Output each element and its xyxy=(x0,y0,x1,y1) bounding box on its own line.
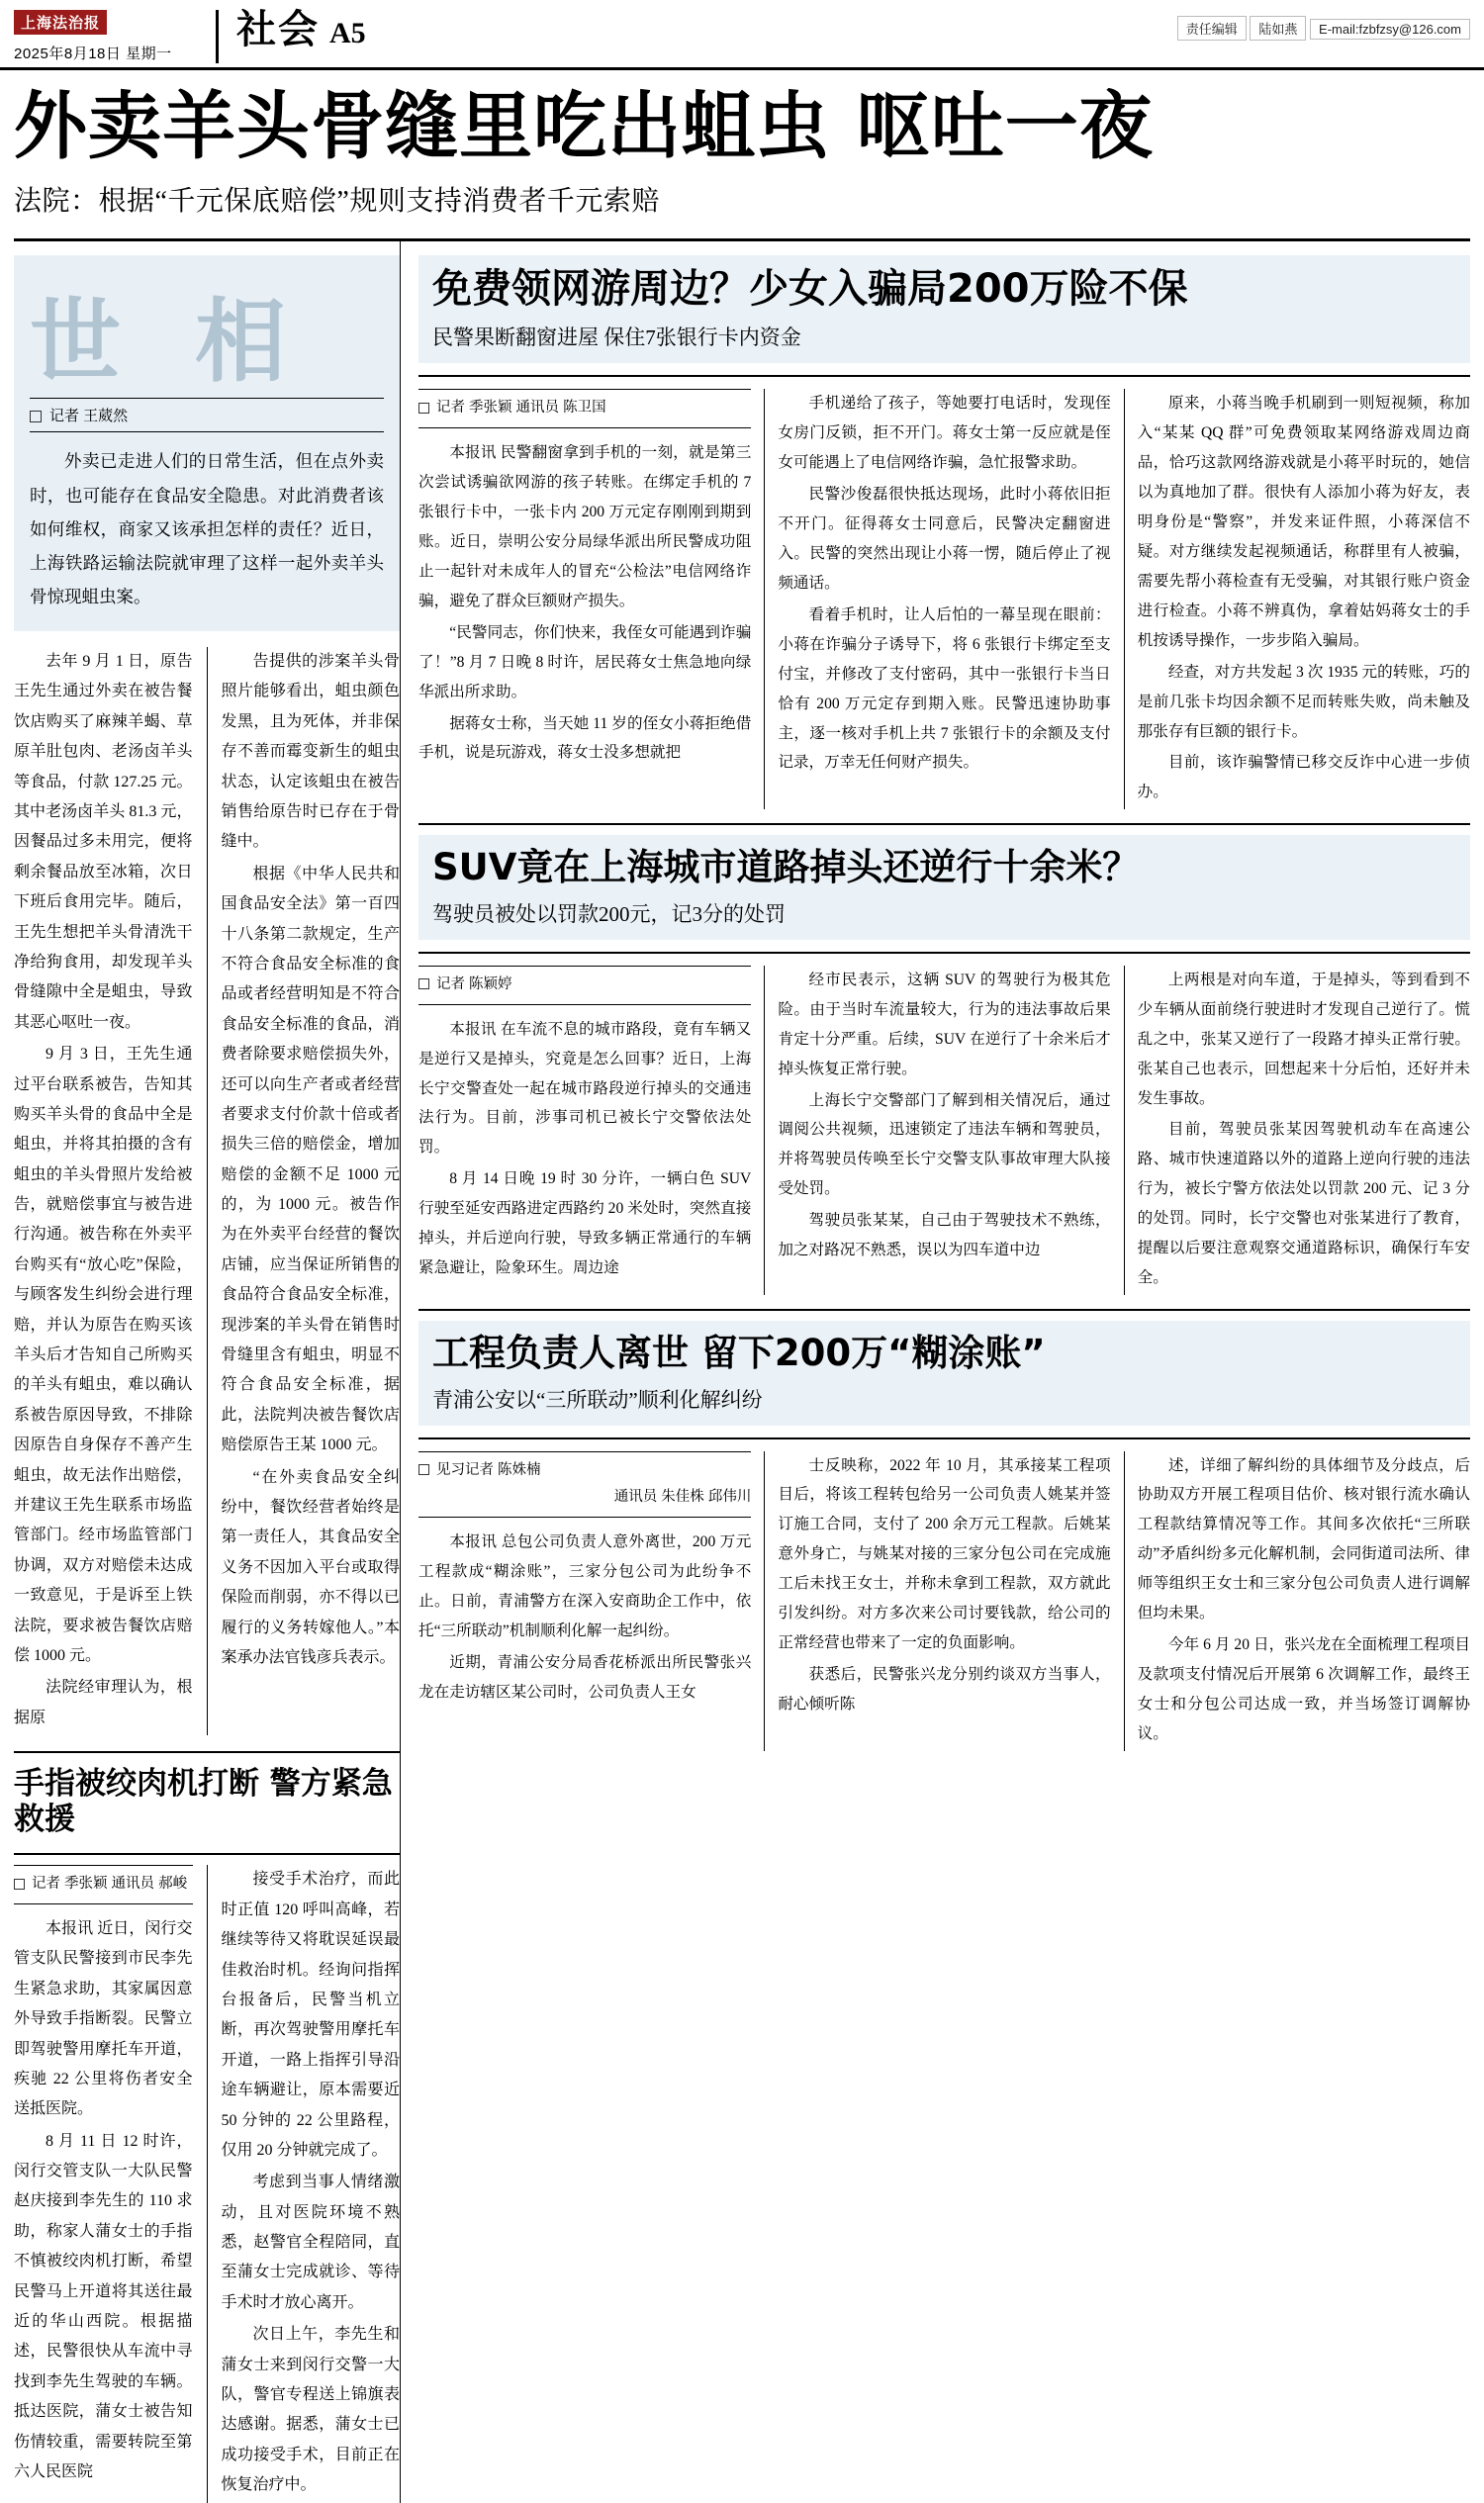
editor-info xyxy=(1177,10,1470,41)
article3-subtitle: 青浦公安以“三所联动”顺利化解纠纷 xyxy=(432,1387,763,1412)
paragraph: 民警沙俊磊很快抵达现场，此时小蒋依旧拒不开门。征得蒋女士同意后，民警决定翻窗进入。民警的突然出现让小蒋一愣，随后停止了视频通话。 xyxy=(778,486,1111,592)
article2-byline xyxy=(14,1865,193,1904)
column-divider xyxy=(764,966,765,1295)
column-divider xyxy=(207,647,208,1735)
article3-byline-text: 见习记者 陈姝楠 xyxy=(436,1461,541,1478)
paragraph: 驾驶员张某某，自己由于驾驶技术不熟练，加之对路况不熟悉，误以为四车道中边 xyxy=(778,1212,1111,1259)
article2-section-rule xyxy=(418,823,1470,825)
article2r-rule xyxy=(418,952,1470,954)
paragraph: 上海长宁交警部门了解到相关情况后，通过调阅公共视频，迅速锁定了违法车辆和驾驶员，并将驾驶员传唤至长宁交警支队事故审理大队接受处罚。 xyxy=(778,1091,1111,1198)
masthead-divider xyxy=(216,10,219,63)
article2r-col-3 xyxy=(1138,966,1470,1295)
column-divider xyxy=(764,389,765,809)
feature-tint-block xyxy=(14,255,400,631)
article1-rule xyxy=(418,375,1470,377)
calligraphy-art xyxy=(30,269,384,394)
article2r-byline-text: 记者 陈颖婷 xyxy=(436,975,512,992)
bullet-box-icon xyxy=(30,411,42,422)
calligraphy-text: 世 相 xyxy=(30,292,313,394)
paragraph: 本报讯 在车流不息的城市路段，竟有车辆又是逆行又是掉头，究竟是怎么回事？近日，上海长宁交警查处一起在城市路段逆行掉头的交通违法行为。目前，涉事司机已被长宁交警依法处罚。 xyxy=(418,1020,752,1157)
left-column xyxy=(14,241,400,2502)
article3-col-1 xyxy=(418,1451,751,1751)
article2r-col-1 xyxy=(418,966,751,1295)
newspaper-logo: 上海法治报 xyxy=(14,10,107,35)
editor-email: E-mail:fzbfzsy@126.com xyxy=(1310,19,1470,40)
page-number: A5 xyxy=(329,17,366,49)
article1-col-1 xyxy=(418,389,751,809)
feature-byline xyxy=(30,398,384,432)
article2-rule xyxy=(14,1853,400,1855)
editor-name: 陆如燕 xyxy=(1250,16,1306,41)
article1-subtitle: 民警果断翻窗进屋 保住7张银行卡内资金 xyxy=(432,325,801,350)
section-rule xyxy=(14,1751,400,1753)
article1-col-2 xyxy=(778,389,1110,809)
article1-body xyxy=(418,389,1470,809)
main-subtitle: 法院：根据“千元保底赔偿”规则支持消费者千元索赔 xyxy=(14,186,660,218)
paragraph: 目前，驾驶员张某因驾驶机动车在高速公路、城市快速道路以外的道路上逆向行驶的违法行为，被长宁警方依法处以罚款 200 元、记 3 分的处罚。同时，长宁交警也对张某进行了教育，提醒以后要注意观察交通道路标识，确保行车安全。 xyxy=(1137,1121,1470,1287)
paragraph: 本报讯 近日，闵行交管支队民警接到市民李先生紧急求助，其家属因意外导致手指断裂。民警立即驾驶警用摩托车开道，疾驰 22 公里将伤者安全送抵医院。 xyxy=(14,1919,193,2118)
article2-title: 手指被绞肉机打断 警方紧急救援 xyxy=(14,1766,393,1837)
paragraph: 告提供的涉案羊头骨照片能够看出，蛆虫颜色发黑，且为死体，并非保存不善而霉变新生的蛆虫状态，认定该蛆虫在被告销售给原告时已存在于骨缝中。 xyxy=(221,653,400,851)
feature-byline-text: 记者 王葳然 xyxy=(49,408,129,425)
paragraph: 看着手机时，让人后怕的一幕呈现在眼前：小蒋在诈骗分子诱导下，将 6 张银行卡绑定至支付宝，并修改了支付密码，其中一张银行卡当日恰有 200 万元定存到期入账。民警迅速协助事主，逐一核对手机上共 7 张银行卡的余额及支付记录，万幸无任何财产损失。 xyxy=(778,605,1111,772)
article2r-body xyxy=(418,966,1470,1295)
feature-lead: 外卖已走进人们的日常生活，但在点外卖时，也可能存在食品安全隐患。对此消费者该如何维权，商家又该承担怎样的责任？近日，上海铁路运输法院就审理了这样一起外卖羊头骨惊现蛆虫案。 xyxy=(30,451,384,606)
feature-col-1 xyxy=(14,647,193,1735)
article1-byline xyxy=(418,389,751,428)
article-suv-uturn xyxy=(418,835,1470,939)
article2r-subtitle: 驾驶员被处以罚款200元，记3分的处罚 xyxy=(432,901,786,926)
article3-col-3 xyxy=(1138,1451,1470,1751)
paragraph: 去年 9 月 1 日，原告王先生通过外卖在被告餐饮店购买了麻辣羊蝎、草原羊肚包肉、老汤卤羊头等食品，付款 127.25 元。其中老汤卤羊头 81.3 元，因餐品过多未用完，便将剩余餐品放至冰箱，次日下班后食用完毕。随后，王先生想把羊头骨清洗干净给狗食用，却发现羊头骨缝隙中全是蛆虫，导致其恶心呕吐一夜。 xyxy=(14,653,193,1031)
content-grid xyxy=(0,241,1484,2502)
paragraph: 法院经审理认为，根据原 xyxy=(14,1679,193,1726)
article3-byline-2: 通讯员 朱佳株 邱伟川 xyxy=(613,1489,752,1506)
feature-body xyxy=(14,647,400,1735)
paragraph: 考虑到当事人情绪激动，且对医院环境不熟悉，赵警官全程陪同，直至蒲女士完成就诊、等待手术时才放心离开。 xyxy=(221,2174,400,2311)
paragraph: “在外卖食品安全纠纷中，餐饮经营者始终是第一责任人，其食品安全义务不因加入平台或取得保险而削弱，亦不得以已履行的义务转嫁他人。”本案承办法官钱彦兵表示。 xyxy=(221,1468,400,1666)
paragraph: 述，详细了解纠纷的具体细节及分歧点，后协助双方开展工程项目估价、核对银行流水确认工程款结算情况等工作。其间多次依托“三所联动”矛盾纠纷多元化解机制，会同街道司法所、律师等组织王女士和三家分包公司负责人进行调解但均未果。 xyxy=(1137,1456,1470,1622)
article-free-game-scam xyxy=(418,255,1470,363)
article2-body xyxy=(14,1865,400,2502)
paragraph: 9 月 3 日，王先生通过平台联系被告，告知其购买羊头骨的食品中全是蛆虫，并将其拍摄的含有蛆虫的羊头骨照片发给被告，就赔偿事宜与被告进行沟通。被告称在外卖平台购买有“放心吃”保险，与顾客发生纠纷会进行理赔，并认为原告在购买该羊头后才告知自己所购买的羊头有蛆虫，难以确认系被告原因导致，不排除因原告自身保存不善产生蛆虫，故无法作出赔偿，并建议王先生联系市场监管部门。经市场监管部门协调，双方对赔偿未达成一致意见，于是诉至上铁法院，要求被告餐饮店赔偿 1000 元。 xyxy=(14,1046,193,1664)
paragraph: 8 月 11 日 12 时许，闵行交管支队一大队民警赵庆接到李先生的 110 求助，称家人蒲女士的手指不慎被绞肉机打断，希望民警马上开道将其送往最近的华山西院。根据描述，民警很快从车流中寻找到李先生驾驶的车辆。抵达医院，蒲女士被告知伤情较重，需要转院至第六人民医院 xyxy=(14,2132,193,2480)
paragraph: 士反映称，2022 年 10 月，其承接某工程项目后，将该工程转包给另一公司负责人姚某并签订施工合同，支付了 200 余万元工程款。后姚某意外身亡，与姚某对接的三家分包公司在完成施工后未找王女士，并称未拿到工程款，双方就此引发纠纷。对方多次来公司讨要钱款，给公司的正常经营也带来了一定的负面影响。 xyxy=(778,1456,1111,1652)
paragraph: 本报讯 总包公司负责人意外离世，200 万元工程款成“糊涂账”，三家分包公司为此纷争不止。日前，青浦警方在深入安商助企工作中，依托“三所联动”机制顺利化解一起纠纷。 xyxy=(418,1533,752,1640)
paragraph: 手机递给了孩子，等她要打电话时，发现侄女房门反锁，拒不开门。蒋女士第一反应就是侄女可能遇上了电信网络诈骗，急忙报警求助。 xyxy=(778,395,1111,472)
masthead xyxy=(0,0,1484,70)
column-divider xyxy=(1124,389,1125,809)
bullet-box-icon xyxy=(14,1879,25,1890)
article3-title: 工程负责人离世 留下200万“糊涂账” xyxy=(432,1332,1046,1375)
article2-byline-text: 记者 季张颖 通讯员 郝峻 xyxy=(32,1876,188,1893)
article3-body xyxy=(418,1451,1470,1751)
article3-col-2 xyxy=(778,1451,1110,1751)
paragraph: 据蒋女士称，当天她 11 岁的侄女小蒋拒绝借手机，说是玩游戏，蒋女士没多想就把 xyxy=(418,714,752,762)
article2-col-2 xyxy=(222,1865,401,2502)
paragraph: 原来，小蒋当晚手机刷到一则短视频，称加入“某某 QQ 群”可免费领取某网络游戏周边商品，恰巧这款网络游戏就是小蒋平时玩的，她信以为真地加了群。很快有人添加小蒋为好友，表明身份是“警察”，并发来证件照，小蒋深信不疑。对方继续发起视频通话，称群里有人被骗，需要先帮小蒋检查有无受骗，对其银行账户资金进行检查。小蒋不辨真伪，拿着姑妈蒋女士的手机按诱导操作，一步步陷入骗局。 xyxy=(1137,395,1470,649)
paragraph: 获悉后，民警张兴龙分别约谈双方当事人，耐心倾听陈 xyxy=(778,1666,1111,1714)
column-divider xyxy=(1124,1451,1125,1751)
paragraph: 上两根是对向车道，于是掉头，等到看到不少车辆从面前绕行驶进时才发现自己逆行了。慌乱之中，张某又逆行了一段路才掉头正常行驶。张某自己也表示，回想起来十分后怕，还好并未发生事故。 xyxy=(1137,971,1470,1107)
section-name: 社会 xyxy=(236,7,320,52)
masthead-left xyxy=(14,10,212,63)
page-title: 外卖羊头骨缝里吃出蛆虫 呕吐一夜 xyxy=(14,84,1154,169)
feature-col-2 xyxy=(222,647,401,1735)
article1-col-3 xyxy=(1138,389,1470,809)
paragraph: 接受手术治疗，而此时正值 120 呼叫高峰，若继续等待又将耽误延误最佳救治时机。经询问指挥台报备后，民警当机立断，再次驾驶警用摩托车开道，一路上指挥引导沿途车辆避让，原本需要近 50 分钟的 22 公里路程，仅用 20 分钟就完成了。 xyxy=(221,1871,400,2159)
paragraph: 经查，对方共发起 3 次 1935 元的转账，巧的是前几张卡均因余额不足而转账失败，尚未触及那张存有巨额的银行卡。 xyxy=(1137,663,1470,740)
article3-byline xyxy=(418,1451,751,1519)
paragraph: 根据《中华人民共和国食品安全法》第一百四十八条第二款规定，生产不符合食品安全标准的食品或者经营明知是不符合食品安全标准的食品，消费者除要求赔偿损失外，还可以向生产者或者经营者要求支付价款十倍或者损失三倍的赔偿金，增加赔偿的金额不足 1000 元的，为 1000 元。被告作为在外卖平台经营的餐饮店铺，应当保证所销售的食品符合食品安全标准，现涉案的羊头骨在销售时骨缝里含有蛆虫，明显不符合食品安全标准，据此，法院判决被告餐饮店赔偿原告王某 1000 元。 xyxy=(221,865,400,1454)
bullet-box-icon xyxy=(418,403,429,414)
article2r-byline xyxy=(418,966,751,1005)
right-column xyxy=(401,241,1470,2502)
column-divider xyxy=(1124,966,1125,1295)
article1-byline-text: 记者 季张颖 通讯员 陈卫国 xyxy=(436,400,606,417)
paragraph: 今年 6 月 20 日，张兴龙在全面梳理工程项目及款项支付情况后开展第 6 次调解工作，最终王女士和分包公司达成一致，并当场签订调解协议。 xyxy=(1137,1636,1470,1742)
paragraph: 经市民表示，这辆 SUV 的驾驶行为极其危险。由于当时车流量较大，行为的违法事故后果肯定十分严重。后续，SUV 在逆行了十余米后才掉头恢复正常行驶。 xyxy=(778,971,1111,1077)
paragraph: 目前，该诈骗警情已移交反诈中心进一步侦办。 xyxy=(1137,754,1470,801)
section-block xyxy=(236,7,1177,52)
article-project-debt xyxy=(418,1321,1470,1425)
article2r-col-2 xyxy=(778,966,1110,1295)
paragraph: 本报讯 民警翻窗拿到手机的一刻，就是第三次尝试诱骗欲网游的孩子转账。在绑定手机的 7 张银行卡中，一张卡内 200 万元定存刚刚到期到账。近日，崇明公安分局绿华派出所民警成功阻止一起针对未成年人的冒充“公检法”电信网络诈骗，避免了群众巨额财产损失。 xyxy=(418,444,752,609)
bullet-box-icon xyxy=(418,1464,429,1475)
paragraph: “民警同志，你们快来，我侄女可能遇到诈骗了！”8 月 7 日晚 8 时许，居民蒋女士焦急地向绿华派出所求助。 xyxy=(418,623,752,700)
article3-rule xyxy=(418,1437,1470,1439)
paragraph: 次日上午，李先生和蒲女士来到闵行交警一大队，警官专程送上锦旗表达感谢。据悉，蒲女士已成功接受手术，目前正在恢复治疗中。 xyxy=(221,2326,400,2494)
bullet-box-icon xyxy=(418,978,429,989)
article2-col-1 xyxy=(14,1865,193,2502)
main-headline-block xyxy=(0,70,1484,225)
article1-title: 免费领网游周边？少女入骗局200万险不保 xyxy=(432,266,1188,313)
article2r-title: SUV竟在上海城市道路掉头还逆行十余米？ xyxy=(432,846,1140,889)
column-divider xyxy=(207,1865,208,2502)
article3-section-rule xyxy=(418,1309,1470,1311)
column-divider xyxy=(764,1451,765,1751)
paragraph: 8 月 14 日晚 19 时 30 分许，一辆白色 SUV 行驶至延安西路进定西路约 20 米处时，突然直接掉头，并后逆向行驶，导致多辆正常通行的车辆紧急避让，险象环生。周边途 xyxy=(418,1170,752,1277)
publication-date: 2025年8月18日 星期一 xyxy=(14,46,172,62)
editor-label: 责任编辑 xyxy=(1177,16,1247,41)
paragraph: 近期，青浦公安分局香花桥派出所民警张兴龙在走访辖区某公司时，公司负责人王女 xyxy=(418,1653,752,1701)
